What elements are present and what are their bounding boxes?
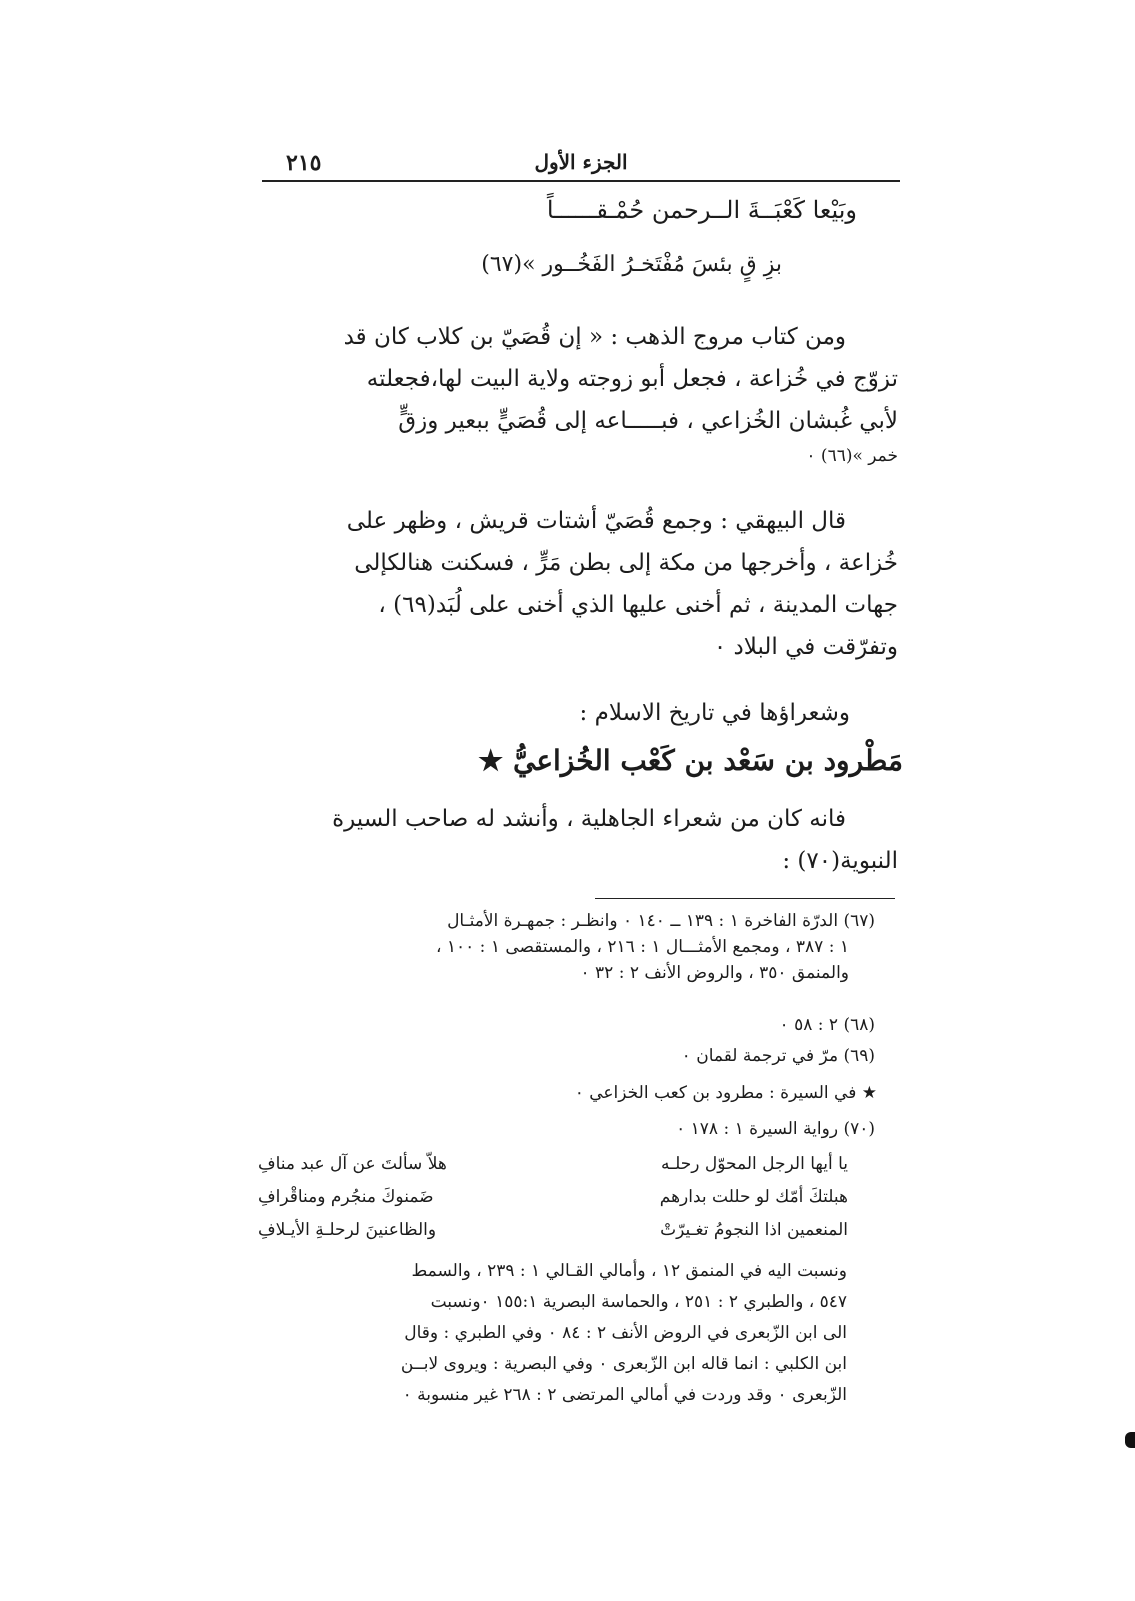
paragraph-line: لأبي غُبشان الخُزاعي ، فبـــــاعه إلى قُصَيٍّ ببعير وزقٍّ [398,408,898,434]
paragraph-line: وتفرّقت في البلاد ٠ [713,634,898,660]
paragraph-line: قال البيهقي : وجمع قُصَيّ أشتات قريش ، وظهر على [346,508,846,534]
footnote-star-note: ★ في السيرة : مطرود بن كعب الخزاعي ٠ [574,1083,877,1103]
footnote-line: الزّبعرى ٠ وقد وردت في أمالي المرتضى ٢ : ٢٦٨ غير منسوبة ٠ [402,1385,847,1405]
footnote-divider [595,898,895,899]
couplet-first-hemistich: هبلتكَ أمّك لو حللت بدارهم [659,1187,848,1207]
footnote-line: ١ : ٣٨٧ ، ومجمع الأمثـــال ١ : ٢١٦ ، والمستقصى ١ : ١٠٠ ، [435,937,849,957]
paragraph-line: خُزاعة ، وأخرجها من مكة إلى بطن مَرٍّ ، فسكنت هنالكإلى [354,550,898,576]
couplet-second-hemistich: هلاّ سألتَ عن آل عبد منافِ [258,1154,447,1174]
paragraph-bayhaqi [258,500,898,668]
footnote-line: الى ابن الزّبعرى في الروض الأنف ٢ : ٨٤ ٠ وفي الطبري : وقال [404,1323,847,1343]
paragraph-muruj [258,316,898,470]
footnote-67 [436,908,875,986]
couplet-first-hemistich: يا أيها الرجل المحوّل رحلـه [661,1154,848,1174]
paragraph-line: جهات المدينة ، ثم أخنى عليها الذي أخنى على لُبَد(٦٩) ، [378,592,898,618]
couplet-second-hemistich: والظاعنينَ لرحلـةِ الأيـلافِ [258,1220,437,1240]
couplet-row [258,1187,848,1213]
page-header [262,146,900,182]
verse-line-1: وبَيْعا كَعْبَــةَ الــرحمن حُمْـقــــــاً [546,196,857,224]
footnote-68: (٦٨) ٢ : ٥٨ ٠ [779,1015,875,1035]
paragraph-poet-intro [258,798,898,882]
verse-line-2: بزِ قٍ بئسَ مُفْتَخـرُ الفَخُــور »(٦٧) [481,252,782,277]
couplet-first-hemistich: المنعمين اذا النجومُ تغـيرّتْ [660,1220,848,1240]
page-number: ٢١٥ [286,150,322,176]
paragraph-line: فانه كان من شعراء الجاهلية ، وأنشد له صاحب السيرة [332,806,846,832]
couplet-second-hemistich: ضَمنوكَ منجُرم ومناقْرافِ [258,1187,434,1207]
scan-edge-mark [1125,1432,1135,1448]
couplet-row [258,1220,848,1246]
footnote-line: ٥٤٧ ، والطبري ٢ : ٢٥١ ، والحماسة البصرية ١٥٥:١ ٠ونسبت [430,1292,847,1312]
footnote-69: (٦٩) مرّ في ترجمة لقمان ٠ [681,1046,875,1066]
paragraph-line: النبوية(٧٠) : [782,848,898,874]
paragraph-line: ومن كتاب مروج الذهب : « إن قُصَيّ بن كلاب كان قد [343,324,846,350]
poet-heading: مَطْرود بن سَعْد بن كَعْب الخُزاعيُّ ★ [478,744,903,777]
paragraph-line: خمر »(٦٦) ٠ [806,446,898,466]
paragraph-line: تزوّج في خُزاعة ، فجعل أبو زوجته ولاية البيت لها،فجعلته [366,366,898,392]
footnote-line: (٦٧) الدرّة الفاخرة ١ : ١٣٩ ــ ١٤٠ ٠ وانظـر : جمهـرة الأمثـال [447,911,875,931]
footnote-line: والمنمق ٣٥٠ ، والروض الأنف ٢ : ٣٢ ٠ [580,963,849,983]
running-title: الجزء الأول [534,150,628,174]
footnote-line: ونسبت اليه في المنمق ١٢ ، وأمالي القـالي ١ : ٢٣٩ ، والسمط [411,1261,847,1281]
couplet-row [258,1154,848,1180]
footnote-70-title: (٧٠) رواية السيرة ١ : ١٧٨ ٠ [676,1119,875,1139]
section-intro: وشعراؤها في تاريخ الاسلام : [579,700,850,726]
footnote-70-sources [401,1256,847,1411]
footnote-line: ابن الكلبي : انما قاله ابن الزّبعرى ٠ وفي البصرية : ويروى لابــن [400,1354,847,1374]
